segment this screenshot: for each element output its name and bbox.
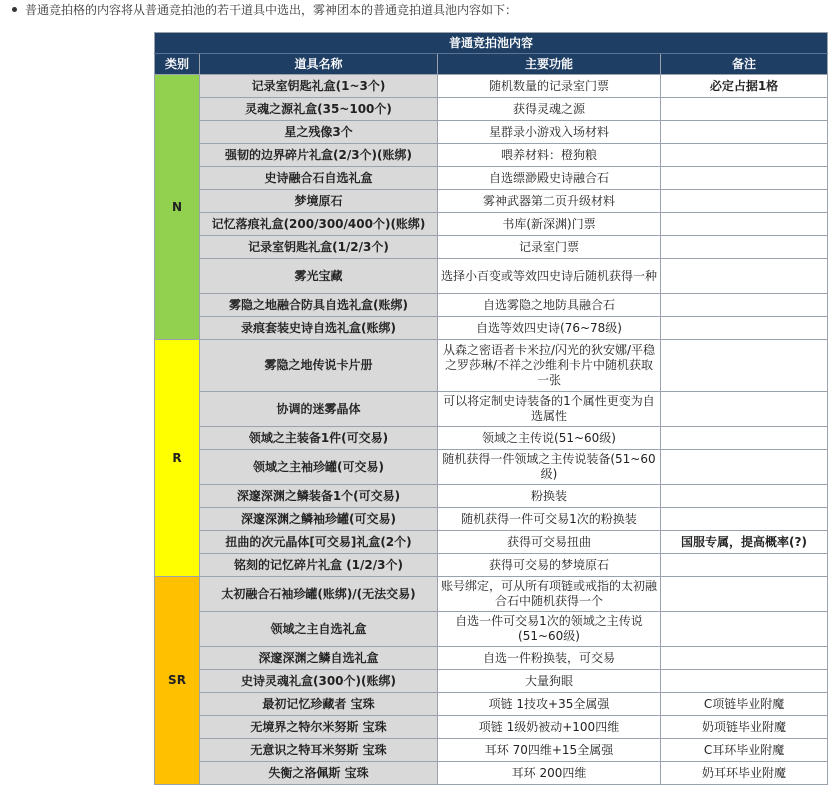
item-name-cell: 史诗融合石自选礼盒	[200, 167, 438, 190]
item-name-cell: 失衡之洛佩斯 宝珠	[200, 762, 438, 785]
item-name-cell: 灵魂之源礼盒(35~100个)	[200, 98, 438, 121]
note-cell	[661, 612, 828, 647]
note-cell: 奶项链毕业附魔	[661, 716, 828, 739]
table-row	[155, 190, 828, 213]
note-cell: C项链毕业附魔	[661, 693, 828, 716]
item-name-cell: 记录室钥匙礼盒(1/2/3个)	[200, 236, 438, 259]
item-name-cell: 领域之主袖珍罐(可交易)	[200, 450, 438, 485]
table-row	[155, 612, 828, 647]
table-row	[155, 259, 828, 294]
item-name-cell: 深邃深渊之鳞装备1个(可交易)	[200, 485, 438, 508]
table-row	[155, 531, 828, 554]
auction-pool-table	[154, 32, 828, 785]
item-name-cell: 星之残像3个	[200, 121, 438, 144]
item-name-cell: 史诗灵魂礼盒(300个)(账绑)	[200, 670, 438, 693]
table-row	[155, 340, 828, 392]
function-cell: 获得可交易的梦境原石	[438, 554, 661, 577]
note-cell	[661, 167, 828, 190]
note-cell	[661, 450, 828, 485]
note-cell: 奶耳环毕业附魔	[661, 762, 828, 785]
function-cell: 账号绑定，可从所有项链或戒指的太初融合石中随机获得一个	[438, 577, 661, 612]
table-row	[155, 508, 828, 531]
function-cell: 自选一件粉换装，可交易	[438, 647, 661, 670]
intro-line	[12, 0, 517, 22]
table-row	[155, 739, 828, 762]
note-cell	[661, 121, 828, 144]
note-cell: C耳环毕业附魔	[661, 739, 828, 762]
note-cell: 必定占据1格	[661, 75, 828, 98]
note-cell	[661, 485, 828, 508]
function-cell: 书库(新深渊)门票	[438, 213, 661, 236]
note-cell	[661, 259, 828, 294]
item-name-cell: 无境界之特尔米努斯 宝珠	[200, 716, 438, 739]
header-function: 主要功能	[438, 54, 661, 75]
function-cell: 星群录小游戏入场材料	[438, 121, 661, 144]
function-cell: 喂养材料：橙狗粮	[438, 144, 661, 167]
function-cell: 随机获得一件领域之主传说装备(51~60级)	[438, 450, 661, 485]
category-cell-r: R	[155, 340, 200, 577]
table-row	[155, 294, 828, 317]
note-cell	[661, 317, 828, 340]
table-row	[155, 450, 828, 485]
table-row	[155, 716, 828, 739]
item-name-cell: 雾隐之地传说卡片册	[200, 340, 438, 392]
item-name-cell: 雾光宝藏	[200, 259, 438, 294]
note-cell	[661, 392, 828, 427]
category-cell-sr: SR	[155, 577, 200, 785]
function-cell: 选择小百变或等效四史诗后随机获得一种	[438, 259, 661, 294]
table-row	[155, 167, 828, 190]
item-name-cell: 最初记忆珍藏者 宝珠	[200, 693, 438, 716]
intro-text: 普通竞拍格的内容将从普通竞拍池的若干道具中选出，雾神团本的普通竞拍道具池内容如下：	[25, 3, 518, 17]
function-cell: 随机获得一件可交易1次的粉换装	[438, 508, 661, 531]
item-name-cell: 记忆落痕礼盒(200/300/400个)(账绑)	[200, 213, 438, 236]
function-cell: 耳环 200四维	[438, 762, 661, 785]
note-cell	[661, 577, 828, 612]
bullet-icon	[12, 7, 17, 12]
item-name-cell: 雾隐之地融合防具自选礼盒(账绑)	[200, 294, 438, 317]
function-cell: 耳环 70四维+15全属强	[438, 739, 661, 762]
item-name-cell: 领域之主自选礼盒	[200, 612, 438, 647]
function-cell: 自选缥渺殿史诗融合石	[438, 167, 661, 190]
note-cell	[661, 670, 828, 693]
function-cell: 领域之主传说(51~60级)	[438, 427, 661, 450]
note-cell	[661, 190, 828, 213]
function-cell: 项链 1级奶被动+100四维	[438, 716, 661, 739]
function-cell: 粉换装	[438, 485, 661, 508]
table-row	[155, 670, 828, 693]
table-row	[155, 121, 828, 144]
table-row	[155, 554, 828, 577]
item-name-cell: 太初融合石袖珍罐(账绑)/(无法交易)	[200, 577, 438, 612]
table-row	[155, 693, 828, 716]
function-cell: 获得灵魂之源	[438, 98, 661, 121]
function-cell: 可以将定制史诗装备的1个属性更变为自选属性	[438, 392, 661, 427]
header-item-name: 道具名称	[200, 54, 438, 75]
header-category: 类别	[155, 54, 200, 75]
table-row	[155, 144, 828, 167]
table-row	[155, 427, 828, 450]
item-name-cell: 协调的迷雾晶体	[200, 392, 438, 427]
note-cell	[661, 236, 828, 259]
table-row	[155, 213, 828, 236]
category-cell-n: N	[155, 75, 200, 340]
table-row	[155, 392, 828, 427]
note-cell	[661, 294, 828, 317]
table-row	[155, 762, 828, 785]
function-cell: 记录室门票	[438, 236, 661, 259]
function-cell: 大量狗眼	[438, 670, 661, 693]
table-row	[155, 485, 828, 508]
item-name-cell: 铭刻的记忆碎片礼盒 (1/2/3个)	[200, 554, 438, 577]
note-cell	[661, 98, 828, 121]
table-row	[155, 75, 828, 98]
note-cell	[661, 427, 828, 450]
function-cell: 项链 1技攻+35全属强	[438, 693, 661, 716]
table-row	[155, 317, 828, 340]
function-cell: 从森之密语者卡米拉/闪光的狄安娜/平稳之罗莎琳/不祥之沙维利卡片中随机获取一张	[438, 340, 661, 392]
item-name-cell: 领域之主装备1件(可交易)	[200, 427, 438, 450]
table-row	[155, 236, 828, 259]
item-name-cell: 深邃深渊之鳞自选礼盒	[200, 647, 438, 670]
item-name-cell: 无意识之特耳米努斯 宝珠	[200, 739, 438, 762]
table-row	[155, 98, 828, 121]
item-name-cell: 扭曲的次元晶体[可交易]礼盒(2个)	[200, 531, 438, 554]
item-name-cell: 梦境原石	[200, 190, 438, 213]
item-name-cell: 强韧的边界碎片礼盒(2/3个)(账绑)	[200, 144, 438, 167]
function-cell: 自选等效四史诗(76~78级)	[438, 317, 661, 340]
item-name-cell: 录痕套装史诗自选礼盒(账绑)	[200, 317, 438, 340]
function-cell: 自选一件可交易1次的领域之主传说(51~60级)	[438, 612, 661, 647]
note-cell	[661, 647, 828, 670]
item-name-cell: 记录室钥匙礼盒(1~3个)	[200, 75, 438, 98]
note-cell: 国服专属，提高概率(?)	[661, 531, 828, 554]
function-cell: 获得可交易扭曲	[438, 531, 661, 554]
note-cell	[661, 144, 828, 167]
table-row	[155, 647, 828, 670]
item-name-cell: 深邃深渊之鳞袖珍罐(可交易)	[200, 508, 438, 531]
note-cell	[661, 213, 828, 236]
note-cell	[661, 554, 828, 577]
note-cell	[661, 340, 828, 392]
note-cell	[661, 508, 828, 531]
function-cell: 自选雾隐之地防具融合石	[438, 294, 661, 317]
table-title: 普通竞拍池内容	[155, 33, 828, 54]
function-cell: 随机数量的记录室门票	[438, 75, 661, 98]
table-row	[155, 577, 828, 612]
header-note: 备注	[661, 54, 828, 75]
function-cell: 雾神武器第二页升级材料	[438, 190, 661, 213]
table-body	[155, 75, 828, 785]
